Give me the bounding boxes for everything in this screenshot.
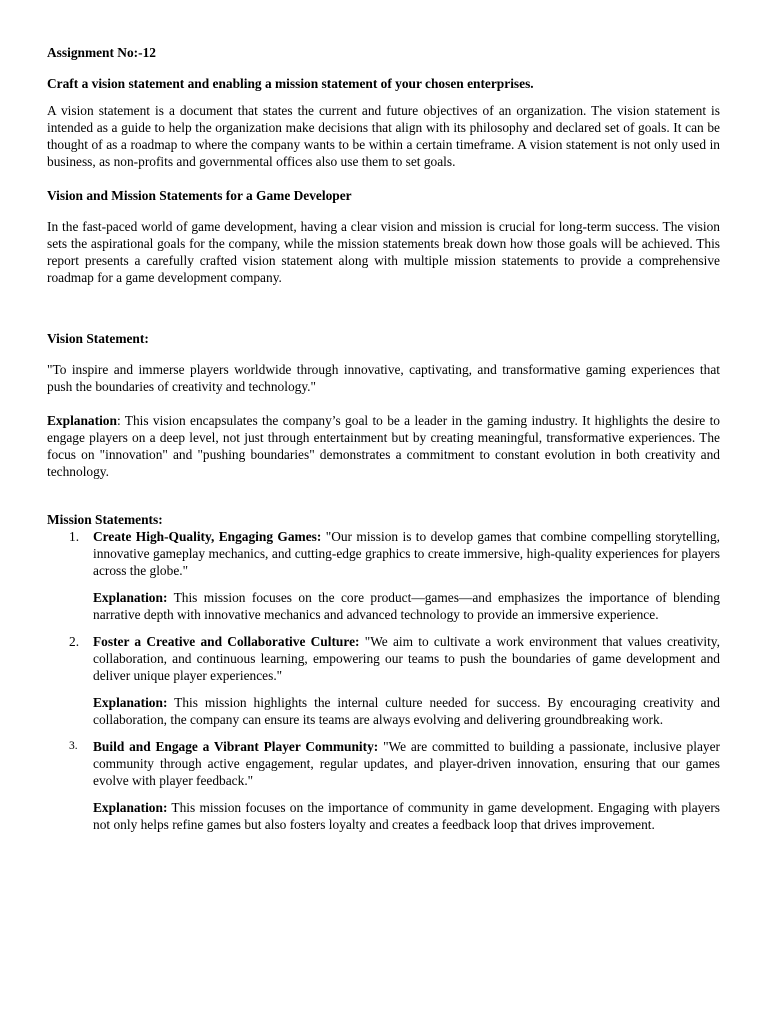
mission-number: 2. <box>69 634 80 649</box>
mission-title: Build and Engage a Vibrant Player Community: <box>93 739 379 754</box>
vision-statement: "To inspire and immerse players worldwide through innovative, captivating, and transformative gaming experiences that push the boundaries of creativity and technology." <box>47 362 720 394</box>
mission-item <box>47 528 720 623</box>
vision-explanation <box>47 412 720 480</box>
mission-item <box>47 738 720 833</box>
mission-number: 1. <box>69 529 80 544</box>
mission-text: "Our mission is to develop games that combine compelling storytelling, innovative gameplay mechanics, and cutting-edge graphics to create immersive, high-quality experiences for players across the globe." <box>93 529 720 578</box>
mission-explanation <box>93 589 720 623</box>
vision-explanation-label: Explanation <box>47 413 117 428</box>
mission-explanation-text: This mission highlights the internal culture needed for success. By encouraging creativity and collaboration, the company can ensure its teams are always evolving and delivering groundbreaking work. <box>93 695 720 727</box>
mission-explanation-label: Explanation: <box>93 695 168 710</box>
mission-explanation-label: Explanation: <box>93 590 168 605</box>
mission-explanation-text: This mission focuses on the core product—games—and emphasizes the importance of blending narrative depth with innovative mechanics and advanced technology to provide an immersive experience. <box>93 590 720 622</box>
mission-explanation-text: This mission focuses on the importance of community in game development. Engaging with players not only helps refine games but also fosters loyalty and creates a feedback loop that drives improvement. <box>93 800 720 832</box>
missions-heading: Mission Statements: <box>47 512 163 527</box>
mission-explanation-label: Explanation: <box>93 800 168 815</box>
intro-paragraph: A vision statement is a document that states the current and future objectives of an organization. The vision statement is intended as a guide to help the organization make decisions that align with its philosophy and declared set of goals. It can be thought of as a roadmap to where the company wants to be within a certain timeframe. A vision statement is not only used in business, as non-profits and governmental offices also use them to set goals. <box>47 103 720 169</box>
mission-statement <box>93 738 720 789</box>
mission-title: Foster a Creative and Collaborative Culture: <box>93 634 360 649</box>
section-title: Vision and Mission Statements for a Game Developer <box>47 188 352 203</box>
mission-text: "We are committed to building a passionate, inclusive player community through active engagement, regular updates, and player-driven innovation, ensuring that our games evolve with player feedback." <box>93 739 720 788</box>
mission-explanation <box>93 694 720 728</box>
mission-text: "We aim to cultivate a work environment that values creativity, collaboration, and continuous learning, empowering our teams to push the boundaries of game development and deliver unique player experiences." <box>93 634 720 683</box>
section-intro-paragraph: In the fast-paced world of game development, having a clear vision and mission is crucial for long-term success. The vision sets the aspirational goals for the company, while the mission statements break down how those goals will be achieved. This report presents a carefully crafted vision statement along with multiple mission statements to provide a comprehensive roadmap for a game development company. <box>47 219 720 285</box>
mission-explanation <box>93 799 720 833</box>
vision-heading: Vision Statement: <box>47 331 149 346</box>
vision-explanation-text: : This vision encapsulates the company’s goal to be a leader in the gaming industry. It highlights the desire to engage players on a deep level, not just through entertainment but by creating meaningful, transformative experiences. The focus on "innovation" and "pushing boundaries" demonstrates a commitment to constant evolution in both creativity and technology. <box>47 413 720 479</box>
mission-statement <box>93 528 720 579</box>
missions-list <box>47 528 720 833</box>
assignment-number: Assignment No:-12 <box>47 45 156 60</box>
mission-statement <box>93 633 720 684</box>
mission-title: Create High-Quality, Engaging Games: <box>93 529 322 544</box>
mission-number: 3. <box>69 740 78 752</box>
document-body <box>47 44 720 833</box>
assignment-task: Craft a vision statement and enabling a mission statement of your chosen enterprises. <box>47 76 534 91</box>
mission-item <box>47 633 720 728</box>
